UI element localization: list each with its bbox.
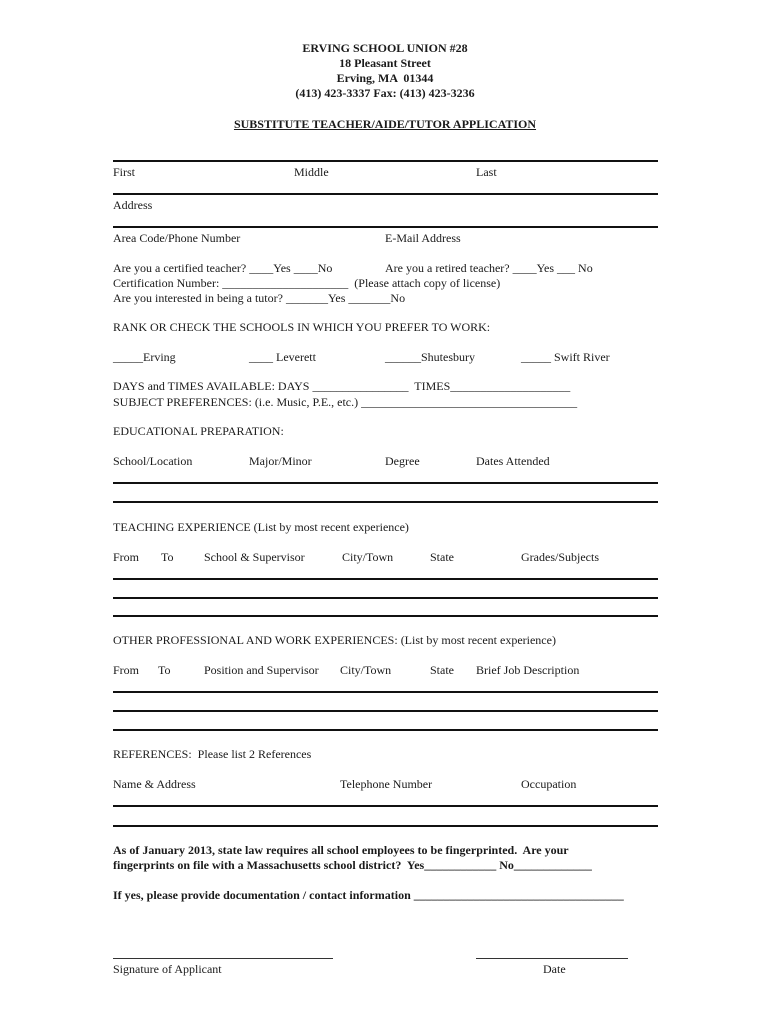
teaching-heading: TEACHING EXPERIENCE (List by most recent experience) <box>113 520 409 534</box>
fingerprint-documentation: If yes, please provide documentation / contact information ___________________________________ <box>113 888 624 902</box>
entry-line <box>113 729 658 731</box>
entry-line <box>113 710 658 712</box>
education-col-dates: Dates Attended <box>476 454 550 468</box>
org-city: Erving, MA 01344 <box>336 71 434 85</box>
org-name: ERVING SCHOOL UNION #28 <box>302 41 468 55</box>
form-title: SUBSTITUTE TEACHER/AIDE/TUTOR APPLICATION <box>233 117 537 131</box>
school-shutesbury: ______Shutesbury <box>385 350 475 364</box>
divider <box>113 160 658 162</box>
date-label: Date <box>543 962 566 976</box>
schools-heading: RANK OR CHECK THE SCHOOLS IN WHICH YOU PREFER TO WORK: <box>113 320 491 334</box>
teaching-col-to: To <box>161 550 174 564</box>
entry-line <box>113 825 658 827</box>
divider <box>113 226 658 228</box>
signature-label: Signature of Applicant <box>113 962 222 976</box>
org-street: 18 Pleasant Street <box>339 56 431 70</box>
other-col-position: Position and Supervisor <box>204 663 319 677</box>
education-col-major: Major/Minor <box>249 454 312 468</box>
entry-line <box>113 615 658 617</box>
teaching-col-state: State <box>430 550 454 564</box>
certified-question: Are you a certified teacher? ____Yes ____No <box>113 261 333 275</box>
education-col-school: School/Location <box>113 454 193 468</box>
teaching-col-grades: Grades/Subjects <box>521 550 599 564</box>
references-heading: REFERENCES: Please list 2 References <box>113 747 312 761</box>
phone-label: Area Code/Phone Number <box>113 231 241 245</box>
address-label: Address <box>113 198 153 212</box>
first-name-label: First <box>113 165 136 179</box>
other-col-city: City/Town <box>340 663 392 677</box>
days-times-available: DAYS and TIMES AVAILABLE: DAYS ________________ TIMES____________________ <box>113 379 571 393</box>
entry-line <box>113 597 658 599</box>
entry-line <box>113 501 658 503</box>
education-col-degree: Degree <box>385 454 420 468</box>
divider <box>113 193 658 195</box>
last-name-label: Last <box>476 165 497 179</box>
middle-name-label: Middle <box>294 165 329 179</box>
school-leverett: ____ Leverett <box>249 350 316 364</box>
signature-line <box>113 958 333 959</box>
org-phone: (413) 423-3337 Fax: (413) 423-3236 <box>295 86 475 100</box>
other-col-state: State <box>430 663 454 677</box>
references-col-occupation: Occupation <box>521 777 577 791</box>
entry-line <box>113 805 658 807</box>
certification-number: Certification Number: _____________________ (Please attach copy of license) <box>113 276 501 290</box>
teaching-col-from: From <box>113 550 140 564</box>
entry-line <box>113 691 658 693</box>
date-line <box>476 958 628 959</box>
subject-preferences: SUBJECT PREFERENCES: (i.e. Music, P.E., etc.) ____________________________________ <box>113 395 578 409</box>
references-col-phone: Telephone Number <box>340 777 433 791</box>
other-col-description: Brief Job Description <box>476 663 580 677</box>
tutor-question: Are you interested in being a tutor? _______Yes _______No <box>113 291 406 305</box>
school-erving: _____Erving <box>113 350 176 364</box>
other-experience-heading: OTHER PROFESSIONAL AND WORK EXPERIENCES: (List by most recent experience) <box>113 633 556 647</box>
education-heading: EDUCATIONAL PREPARATION: <box>113 424 284 438</box>
other-col-to: To <box>158 663 171 677</box>
email-label: E-Mail Address <box>385 231 461 245</box>
other-col-from: From <box>113 663 140 677</box>
teaching-col-city: City/Town <box>342 550 394 564</box>
entry-line <box>113 482 658 484</box>
retired-question: Are you a retired teacher? ____Yes ___ No <box>385 261 593 275</box>
teaching-col-school: School & Supervisor <box>204 550 305 564</box>
school-swift-river: _____ Swift River <box>521 350 610 364</box>
fingerprint-notice: As of January 2013, state law requires all school employees to be fingerprinted. Are your <box>113 843 569 857</box>
entry-line <box>113 578 658 580</box>
fingerprint-question: fingerprints on file with a Massachusetts school district? Yes____________ No_____________ <box>113 858 592 872</box>
references-col-name: Name & Address <box>113 777 196 791</box>
